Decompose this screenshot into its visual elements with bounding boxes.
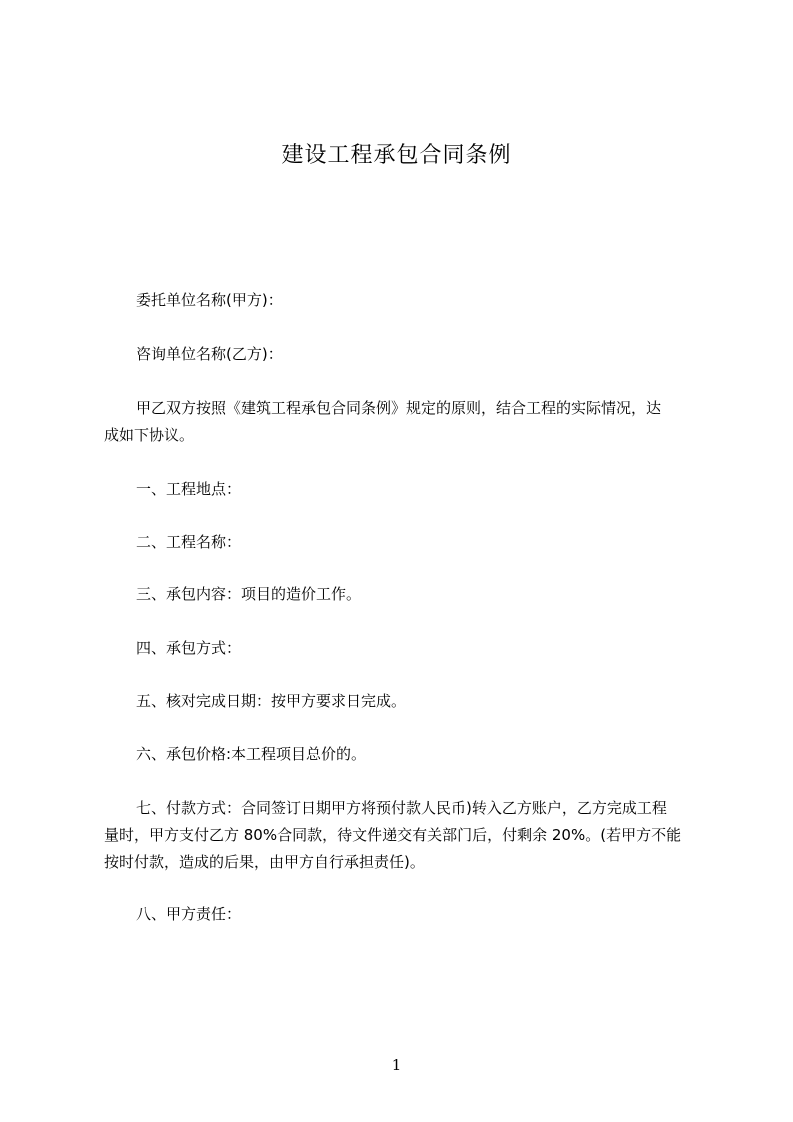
clause-project-location: 一、工程地点： bbox=[136, 480, 242, 498]
consultant-name-line: 咨询单位名称(乙方)： bbox=[136, 345, 283, 363]
clause-payment-terms bbox=[136, 795, 746, 822]
clause-project-name: 二、工程名称： bbox=[136, 533, 242, 551]
page-number: 1 bbox=[391, 1056, 402, 1074]
document-title: 建设工程承包合同条例 bbox=[281, 143, 512, 168]
clause-party-a-responsibilities: 八、甲方责任： bbox=[136, 905, 242, 923]
payment-line-2: 量时，甲方支付乙方 80%合同款，待文件递交有关部门后，付剩余 20%。(若甲方不能 bbox=[104, 826, 682, 844]
client-name-line: 委托单位名称(甲方)： bbox=[136, 291, 283, 309]
clause-completion-date: 五、核对完成日期：按甲方要求日完成。 bbox=[136, 692, 407, 710]
clause-contract-scope: 三、承包内容：项目的造价工作。 bbox=[136, 585, 362, 603]
intro-line-2: 成如下协议。 bbox=[104, 426, 195, 444]
intro-paragraph bbox=[136, 395, 746, 422]
intro-line-1: 甲乙双方按照《建筑工程承包合同条例》规定的原则，结合工程的实际情况，达 bbox=[136, 399, 662, 417]
clause-contract-price: 六、承包价格:本工程项目总价的。 bbox=[136, 745, 367, 763]
payment-line-1: 七、付款方式：合同签订日期甲方将预付款人民币)转入乙方账户，乙方完成工程 bbox=[136, 799, 667, 817]
payment-line-3: 按时付款，造成的后果，由甲方自行承担责任)。 bbox=[104, 853, 425, 871]
intro-paragraph-continued bbox=[104, 422, 714, 449]
clause-contract-method: 四、承包方式： bbox=[136, 639, 242, 657]
clause-payment-terms-continued bbox=[104, 822, 714, 876]
